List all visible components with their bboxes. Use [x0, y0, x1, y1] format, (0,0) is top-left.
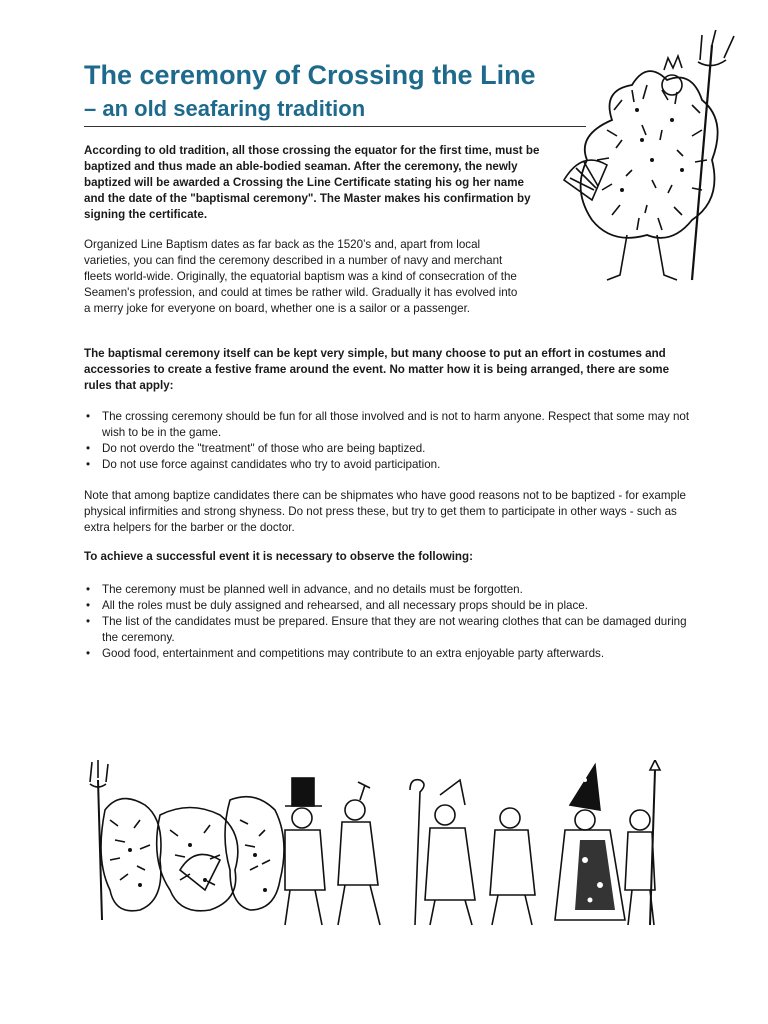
list-item-text: Do not use force against candidates who try to avoid participation.	[102, 458, 441, 471]
history-paragraph: Organized Line Baptism dates as far back as the 1520’s and, apart from local varieties, you can find the ceremony described in a number of navy and merchant fleets world-wide. Originally, the equatorial baptism was a kind of consecration of the Seamen's profession, and could at times be rather wild. Gradually it has evolved into a merry joke for everyone on board, whether one is a sailor or a passenger.	[84, 238, 518, 315]
procession-illustration	[80, 760, 680, 935]
list-item-text: The crossing ceremony should be fun for all those involved and is not to harm anyone. Respect that some may not wish to be in the game.	[102, 410, 690, 439]
intro-paragraph: According to old tradition, all those crossing the equator for the first time, must be baptized and thus made an able-bodied seaman. After the ceremony, the newly baptized will be awarded a Crossing the Line Certificate stating his og her name and the date of the "baptismal ceremony". The Master makes his confirmation by signing the certificate.	[84, 144, 540, 221]
list-item-text: All the roles must be duly assigned and rehearsed, and all necessary props should be in place.	[102, 599, 588, 612]
page-title: The ceremony of Crossing the Line	[84, 60, 536, 90]
list-item	[84, 614, 694, 646]
title-block	[84, 58, 594, 124]
bullet-icon: •	[86, 599, 91, 612]
rules-list	[84, 409, 694, 473]
list-item-text: The ceremony must be planned well in advance, and no details must be forgotten.	[102, 583, 523, 596]
list-item-text: The list of the candidates must be prepared. Ensure that they are not wearing clothes that can be damaged during the ceremony.	[102, 615, 687, 644]
rules-intro-paragraph: The baptismal ceremony itself can be kept very simple, but many choose to put an effort in costumes and accessories to create a festive frame around the event. No matter how it is being arranged, there are some rules that apply:	[84, 347, 670, 392]
checklist	[84, 582, 694, 662]
list-item	[84, 582, 694, 598]
list-item	[84, 646, 694, 662]
checklist-intro-paragraph: To achieve a successful event it is necessary to observe the following:	[84, 550, 473, 563]
candidates-paragraph: Note that among baptize candidates there can be shipmates who have good reasons not to be baptized - for example physical infirmities and strong shyness. Do not press these, but try to get them to participate in other ways - such as extra helpers for the barber or the doctor.	[84, 489, 686, 534]
list-item	[84, 457, 694, 473]
bullet-icon: •	[86, 647, 91, 660]
list-item	[84, 598, 694, 614]
page-subtitle: – an old seafaring tradition	[84, 96, 366, 121]
bullet-icon: •	[86, 583, 91, 596]
list-item	[84, 441, 694, 457]
list-item-text: Good food, entertainment and competitions may contribute to an extra enjoyable party afterwards.	[102, 647, 605, 660]
list-item-text: Do not overdo the "treatment" of those who are being baptized.	[102, 442, 426, 455]
bullet-icon: •	[86, 615, 91, 628]
bullet-icon: •	[86, 458, 91, 471]
bullet-icon: •	[86, 410, 91, 423]
title-underline	[84, 126, 586, 127]
list-item	[84, 409, 694, 441]
bullet-icon: •	[86, 442, 91, 455]
neptune-illustration	[552, 30, 742, 290]
